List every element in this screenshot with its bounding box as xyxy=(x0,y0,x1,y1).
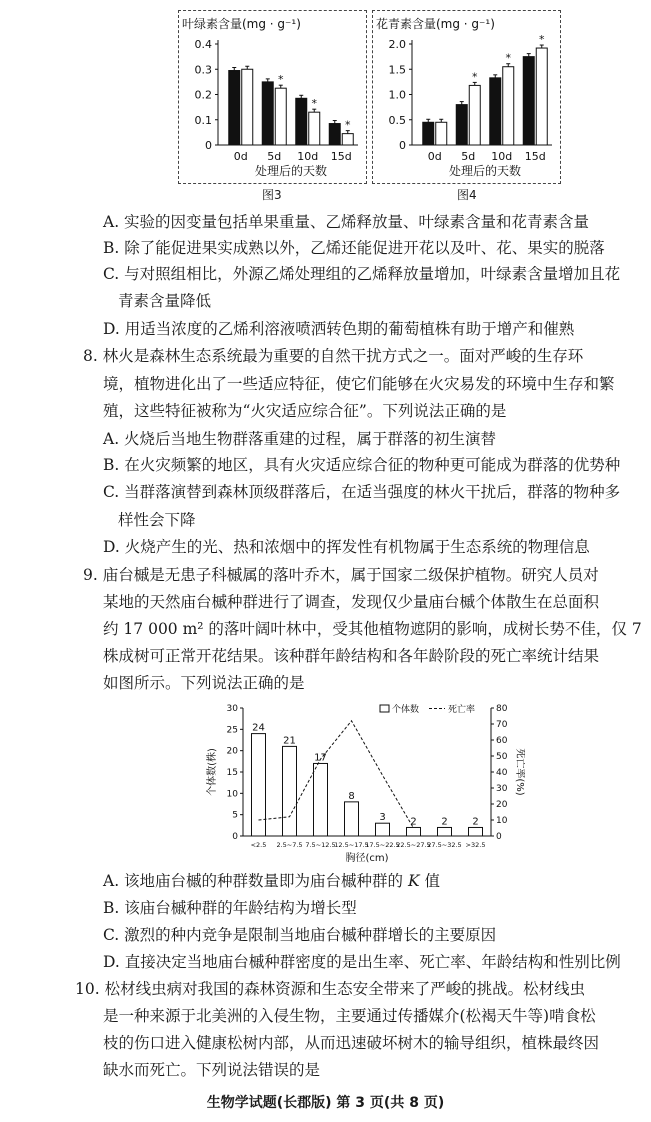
q9-stem-1: 9. 庙台槭是无患子科槭属的落叶乔木，属于国家二级保护植物。研究人员对 xyxy=(83,566,599,584)
q9-right-tick-label: 40 xyxy=(496,768,508,778)
fig3-significance-mark: * xyxy=(345,118,351,132)
fig4-ytick-label: 1.5 xyxy=(388,63,406,77)
q9-option-a-tail: 值 xyxy=(419,872,441,890)
q9-right-tick-label: 0 xyxy=(496,832,502,842)
fig3-xtick-label: 15d xyxy=(330,150,352,163)
q9-bar xyxy=(438,827,452,836)
q8-option-d: D. 火烧产生的光、热和浓烟中的挥发性有机物属于生态系统的物理信息 xyxy=(103,538,590,556)
fig4-ytick-label: 2.0 xyxy=(388,38,406,51)
figure-4-chart xyxy=(372,10,560,180)
q10-stem-4: 缺水而死亡。下列说法错误的是 xyxy=(103,1061,321,1079)
fig3-ytick-label: 0.3 xyxy=(194,63,212,77)
fig4-xtick-label: 0d xyxy=(427,150,442,163)
q9-left-tick-label: 30 xyxy=(226,704,238,714)
figure-q9-chart xyxy=(205,696,525,866)
q9-right-tick-label: 30 xyxy=(496,784,508,794)
q7-option-b: B. 除了能促进果实成熟以外，乙烯还能促进开花以及叶、花、果实的脱落 xyxy=(103,239,605,257)
fig4-xlabel: 处理后的天数 xyxy=(448,164,522,178)
q9-bar-value-label: 2 xyxy=(410,816,417,828)
q9-option-a-text: A. 该地庙台槭的种群数量即为庙台槭种群的 xyxy=(103,872,408,890)
q8-option-b: B. 在火灾频繁的地区，具有火灾适应综合征的物种更可能成为群落的优势种 xyxy=(103,456,621,474)
q7-option-c: C. 与对照组相比，外源乙烯处理组的乙烯释放量增加，叶绿素含量增加且花 xyxy=(103,265,621,283)
fig3-xtick-label: 0d xyxy=(233,150,248,163)
figure-3-chart xyxy=(178,10,366,180)
q8-option-c: C. 当群落演替到森林顶级群落后，在适当强度的林火干扰后，群落的物种多 xyxy=(103,483,621,501)
q9-bar xyxy=(252,734,266,836)
fig4-significance-mark: * xyxy=(505,51,511,65)
q9-left-tick-label: 15 xyxy=(226,768,238,778)
fig3-bar xyxy=(275,88,286,145)
q10-stem-2: 是一种来源于北美洲的入侵生物，主要通过传播媒介(松褐天牛等)啃食松 xyxy=(103,1007,596,1025)
fig3-significance-mark: * xyxy=(278,73,284,87)
q9-right-tick-label: 50 xyxy=(496,752,508,762)
fig4-bar xyxy=(503,67,514,145)
q9-stem-5: 如图所示。下列说法正确的是 xyxy=(103,674,305,692)
q9-right-tick-label: 60 xyxy=(496,736,508,746)
fig3-xtick-label: 5d xyxy=(267,150,282,163)
fig4-bar xyxy=(523,57,534,145)
q9-bar-value-label: 8 xyxy=(348,790,355,802)
q9-bar-value-label: 2 xyxy=(472,816,479,828)
fig3-bar xyxy=(309,112,320,145)
fig3-bar xyxy=(296,98,307,145)
q9-option-a xyxy=(103,870,440,892)
fig3-bar xyxy=(229,71,240,145)
fig3-ytick-label: 0.1 xyxy=(194,113,212,127)
q9-right-ylabel: 死亡率(%) xyxy=(514,748,525,796)
q9-bar-value-label: 3 xyxy=(379,812,386,824)
fig4-bar xyxy=(456,105,467,145)
q8-option-c-cont: 样性会下降 xyxy=(118,511,196,529)
q9-right-tick-label: 20 xyxy=(496,800,508,810)
q9-xtick-label: 12.5~17.5 xyxy=(334,841,369,849)
q9-option-c: C. 激烈的种内竞争是限制当地庙台槭种群增长的主要原因 xyxy=(103,926,497,944)
fig4-xtick-label: 10d xyxy=(491,150,513,163)
q9-xtick-label: 2.5~7.5 xyxy=(276,841,303,849)
fig4-ylabel: 花青素含量(mg · g⁻¹) xyxy=(376,17,495,31)
q9-right-tick-label: 80 xyxy=(496,704,508,714)
q8-stem-3: 殖，这些特征被称为“火灾适应综合征”。下列说法正确的是 xyxy=(103,402,507,420)
fig4-bar xyxy=(490,78,501,145)
q9-left-tick-label: 0 xyxy=(232,832,238,842)
fig3-bar xyxy=(329,124,340,145)
k-symbol: K xyxy=(407,872,420,890)
q9-stem-3: 约 17 000 m² 的落叶阔叶林中，受其他植物遮阴的影响，成树长势不佳，仅 7 xyxy=(103,620,642,638)
fig4-bar xyxy=(469,85,480,145)
figure-3-caption: 图3 xyxy=(262,188,282,202)
q9-bar xyxy=(376,823,390,836)
fig3-ylabel: 叶绿素含量(mg · g⁻¹) xyxy=(182,17,301,31)
fig4-xtick-label: 5d xyxy=(461,150,476,163)
fig4-ytick-label: 0.5 xyxy=(388,113,406,127)
q9-left-ylabel: 个体数(株) xyxy=(207,748,218,796)
fig4-xtick-label: 15d xyxy=(524,150,546,163)
q9-left-tick-label: 25 xyxy=(226,725,238,736)
q9-xtick-label: 17.5~22.5 xyxy=(365,841,400,849)
q9-bar-value-label: 24 xyxy=(252,722,265,734)
q9-mortality-line xyxy=(259,721,417,828)
q9-right-tick-label: 10 xyxy=(496,816,508,826)
page-footer: 生物学试题(长郡版) 第 3 页(共 8 页) xyxy=(206,1095,445,1111)
q9-right-tick-label: 70 xyxy=(496,720,508,730)
fig3-xlabel: 处理后的天数 xyxy=(254,164,328,178)
fig3-bar xyxy=(262,82,273,145)
q9-legend-bar-label: 个体数 xyxy=(392,705,420,715)
q9-xtick-label: 7.5~12.5 xyxy=(305,841,336,849)
q9-bar-value-label: 21 xyxy=(283,735,296,747)
q9-bar xyxy=(314,763,328,836)
fig4-bar xyxy=(423,122,434,145)
q9-option-b: B. 该庙台槭种群的年龄结构为增长型 xyxy=(103,899,357,917)
fig3-ytick-label: 0 xyxy=(205,139,212,152)
q9-bar-value-label: 2 xyxy=(441,816,448,828)
q9-left-tick-label: 5 xyxy=(232,810,238,821)
figure-4-caption: 图4 xyxy=(457,188,477,202)
q9-left-tick-label: 20 xyxy=(226,746,238,757)
q8-stem-2: 境，植物进化出了一些适应特征，使它们能够在火灾易发的环境中生存和繁 xyxy=(103,375,615,393)
fig3-ytick-label: 0.4 xyxy=(194,38,212,51)
q9-bar xyxy=(469,827,483,836)
q7-option-a: A. 实验的因变量包括单果重量、乙烯释放量、叶绿素含量和花青素含量 xyxy=(103,213,590,231)
fig3-significance-mark: * xyxy=(311,97,317,111)
q10-stem-1: 10. 松材线虫病对我国的森林资源和生态安全带来了严峻的挑战。松材线虫 xyxy=(75,980,586,998)
q7-option-c-cont: 青素含量降低 xyxy=(118,292,212,310)
fig4-ytick-label: 0 xyxy=(399,139,406,152)
q7-option-d: D. 用适当浓度的乙烯利溶液喷洒转色期的葡萄植株有助于增产和催熟 xyxy=(103,320,575,338)
q8-option-a: A. 火烧后当地生物群落重建的过程，属于群落的初生演替 xyxy=(103,430,497,448)
q10-stem-3: 枝的伤口进入健康松树内部，从而迅速破坏树木的输导组织，植株最终因 xyxy=(103,1034,600,1052)
q9-bar xyxy=(407,827,421,836)
fig4-bar xyxy=(436,122,447,145)
q9-option-d: D. 直接决定当地庙台槭种群密度的是出生率、死亡率、年龄结构和性别比例 xyxy=(103,953,621,971)
fig4-significance-mark: * xyxy=(472,70,478,84)
q9-legend-bar-swatch xyxy=(380,705,389,712)
q9-stem-2: 某地的天然庙台槭种群进行了调查，发现仅少量庙台槭个体散生在总面积 xyxy=(103,593,600,611)
q9-xtick-label: >32.5 xyxy=(465,841,486,849)
q9-legend-line-label: 死亡率 xyxy=(448,705,476,715)
q9-bar-value-label: 17 xyxy=(314,752,327,764)
fig4-bar xyxy=(536,48,547,145)
q9-xlabel: 胸径(cm) xyxy=(345,853,389,864)
q9-bar xyxy=(345,802,359,836)
q9-left-tick-label: 10 xyxy=(226,789,238,800)
fig3-xtick-label: 10d xyxy=(297,150,319,163)
fig3-bar xyxy=(342,134,353,145)
q8-stem-1: 8. 林火是森林生态系统最为重要的自然干扰方式之一。面对严峻的生存环 xyxy=(83,347,584,365)
q9-xtick-label: 22.5~27.5 xyxy=(396,841,431,849)
q9-bar xyxy=(283,746,297,836)
q9-stem-4: 株成树可正常开花结果。该种群年龄结构和各年龄阶段的死亡率统计结果 xyxy=(103,647,600,665)
q9-xtick-label: 27.5~32.5 xyxy=(427,841,462,849)
fig4-ytick-label: 1.0 xyxy=(388,88,406,102)
fig3-ytick-label: 0.2 xyxy=(194,88,212,102)
fig3-bar xyxy=(242,69,253,145)
fig4-significance-mark: * xyxy=(539,33,545,47)
q9-xtick-label: <2.5 xyxy=(250,841,267,849)
